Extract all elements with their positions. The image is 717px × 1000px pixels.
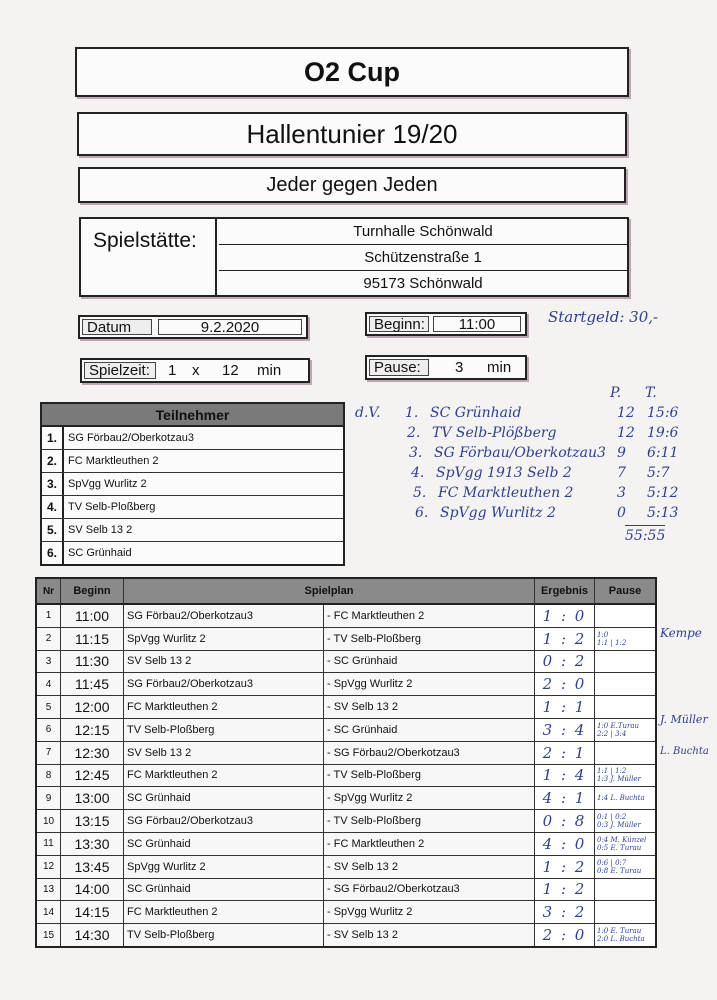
match-result: 4 : 0	[535, 833, 595, 855]
standings-rank: 1.	[405, 405, 419, 421]
pause-label: Pause:	[369, 359, 429, 376]
match-away-team: - SV Selb 13 2	[324, 924, 535, 946]
date-value: 9.2.2020	[158, 319, 302, 335]
standings-col-p: P.	[610, 385, 622, 401]
participant-number: 1.	[42, 427, 64, 449]
playtime-minutes: 12	[222, 362, 239, 379]
participants-table	[40, 402, 345, 566]
match-time: 14:00	[61, 879, 124, 901]
match-number: 3	[37, 651, 61, 673]
startgeld-note: Startgeld: 30,-	[548, 308, 659, 326]
standings-points: 0	[617, 505, 626, 521]
standings-points: 12	[617, 425, 635, 441]
pause-box	[365, 355, 527, 380]
participant-row	[42, 519, 343, 542]
match-home-team: FC Marktleuthen 2	[124, 765, 324, 787]
standings-rank: 6.	[415, 505, 429, 521]
match-home-team: SV Selb 13 2	[124, 742, 324, 764]
match-pause-notes	[595, 651, 655, 673]
match-away-team: - SpVgg Wurlitz 2	[324, 901, 535, 923]
standings-points: 12	[617, 405, 635, 421]
match-home-team: SC Grünhaid	[124, 787, 324, 809]
match-result: 1 : 2	[535, 628, 595, 650]
match-time: 11:45	[61, 673, 124, 695]
start-label: Beginn:	[369, 316, 429, 332]
schedule-row	[37, 628, 655, 651]
schedule-row	[37, 833, 655, 856]
standings-goals: 15:6	[647, 405, 679, 421]
participants-header: Teilnehmer	[42, 404, 343, 427]
participant-number: 4.	[42, 496, 64, 518]
match-pause-notes	[595, 719, 655, 741]
venue-city: 95173 Schönwald	[363, 275, 483, 292]
match-home-team: FC Marktleuthen 2	[124, 901, 324, 923]
participant-row	[42, 427, 343, 450]
match-pause-notes	[595, 810, 655, 832]
match-pause-notes	[595, 901, 655, 923]
match-result: 1 : 2	[535, 879, 595, 901]
match-result: 1 : 1	[535, 696, 595, 718]
match-time: 13:15	[61, 810, 124, 832]
match-home-team: SG Förbau2/Oberkotzau3	[124, 605, 324, 627]
match-pause-notes	[595, 833, 655, 855]
match-result: 0 : 2	[535, 651, 595, 673]
venue-street: Schützenstraße 1	[219, 245, 627, 271]
standings-goals: 19:6	[647, 425, 679, 441]
standings-col-t: T.	[645, 385, 657, 401]
playtime-box	[80, 358, 310, 383]
schedule-row	[37, 696, 655, 719]
match-pause-notes	[595, 924, 655, 946]
schedule-row	[37, 742, 655, 765]
pause-note-line: 1:0	[597, 630, 609, 639]
header-plan: Spielplan	[124, 579, 535, 603]
match-time: 11:30	[61, 651, 124, 673]
match-time: 13:45	[61, 856, 124, 878]
participant-row	[42, 473, 343, 496]
match-result: 1 : 4	[535, 765, 595, 787]
match-result: 1 : 2	[535, 856, 595, 878]
participant-row	[42, 542, 343, 564]
match-home-team: SpVgg Wurlitz 2	[124, 628, 324, 650]
match-number: 8	[37, 765, 61, 787]
side-note-buchta: L. Buchta	[660, 746, 709, 757]
schedule-row	[37, 787, 655, 810]
match-result: 2 : 0	[535, 673, 595, 695]
standings-team: SpVgg Wurlitz 2	[440, 505, 556, 521]
match-pause-notes	[595, 605, 655, 627]
match-time: 11:15	[61, 628, 124, 650]
pause-note-line: 0:5 E. Turau	[597, 843, 642, 852]
pause-note-line: 0:8 E. Turau	[597, 866, 642, 875]
side-note-muller: J. Müller	[660, 713, 708, 726]
match-number: 1	[37, 605, 61, 627]
standings-points: 9	[617, 445, 626, 461]
match-home-team: FC Marktleuthen 2	[124, 696, 324, 718]
match-time: 14:30	[61, 924, 124, 946]
schedule-row	[37, 673, 655, 696]
participant-name: FC Marktleuthen 2	[68, 455, 159, 467]
pause-note-line: 0:6 | 0:7	[597, 858, 627, 867]
match-pause-notes	[595, 628, 655, 650]
handwritten-standings	[355, 385, 700, 545]
standings-goals: 5:12	[647, 485, 679, 501]
match-number: 5	[37, 696, 61, 718]
event-title: O2 Cup	[75, 47, 629, 97]
schedule-row	[37, 924, 655, 946]
pause-unit: min	[487, 359, 512, 376]
standings-team: TV Selb-Plößberg	[432, 425, 557, 441]
schedule-row	[37, 901, 655, 924]
side-note-kempe: Kempe	[660, 626, 702, 640]
participant-name: SV Selb 13 2	[68, 524, 133, 536]
match-result: 0 : 8	[535, 810, 595, 832]
match-number: 4	[37, 673, 61, 695]
schedule-row	[37, 879, 655, 902]
match-pause-notes	[595, 856, 655, 878]
pause-note-line: 0:4 M. Künzel	[597, 835, 647, 844]
match-time: 13:30	[61, 833, 124, 855]
header-pause: Pause	[595, 579, 655, 603]
match-away-team: - TV Selb-Ploßberg	[324, 810, 535, 832]
pause-note-line: 1:3 J. Müller	[597, 775, 641, 784]
standings-team: FC Marktleuthen 2	[438, 485, 574, 501]
header-nr: Nr	[37, 579, 61, 603]
match-number: 12	[37, 856, 61, 878]
participant-row	[42, 450, 343, 473]
participant-number: 2.	[42, 450, 64, 472]
header-time: Beginn	[61, 579, 124, 603]
match-away-team: - TV Selb-Ploßberg	[324, 628, 535, 650]
pause-note-line: 1:1 | 1:2	[597, 767, 627, 776]
venue-box	[79, 217, 629, 297]
match-result: 3 : 2	[535, 901, 595, 923]
participant-number: 5.	[42, 519, 64, 541]
schedule-row	[37, 605, 655, 628]
match-away-team: - SG Förbau2/Oberkotzau3	[324, 742, 535, 764]
standings-rank: 3.	[409, 445, 423, 461]
match-time: 12:45	[61, 765, 124, 787]
playtime-times: x	[192, 362, 200, 379]
pause-note-line: 1:4 L. Buchta	[597, 794, 645, 803]
match-number: 11	[37, 833, 61, 855]
match-home-team: SpVgg Wurlitz 2	[124, 856, 324, 878]
pause-note-line: 2:0 L. Buchta	[597, 935, 645, 944]
schedule-row	[37, 765, 655, 788]
match-time: 13:00	[61, 787, 124, 809]
match-time: 12:30	[61, 742, 124, 764]
match-away-team: - SV Selb 13 2	[324, 856, 535, 878]
match-number: 10	[37, 810, 61, 832]
participant-name: TV Selb-Ploßberg	[68, 501, 156, 513]
header-result: Ergebnis	[535, 579, 595, 603]
event-subtitle: Hallentunier 19/20	[77, 112, 627, 156]
venue-name: Turnhalle Schönwald	[219, 219, 627, 245]
match-result: 4 : 1	[535, 787, 595, 809]
match-pause-notes	[595, 879, 655, 901]
match-away-team: - SV Selb 13 2	[324, 696, 535, 718]
playtime-unit: min	[257, 362, 282, 379]
pause-note-line: 1:0 E.Turau	[597, 721, 640, 730]
pause-note-line: 1:0 E. Turau	[597, 927, 642, 936]
match-away-team: - SC Grünhaid	[324, 651, 535, 673]
standings-goals: 5:13	[647, 505, 679, 521]
schedule-row	[37, 719, 655, 742]
pause-note-line: 2:2 | 3:4	[597, 729, 627, 738]
match-pause-notes	[595, 765, 655, 787]
start-value: 11:00	[433, 316, 521, 332]
match-home-team: TV Selb-Ploßberg	[124, 924, 324, 946]
pause-note-line: 1:1 | 1:2	[597, 638, 627, 647]
match-result: 3 : 4	[535, 719, 595, 741]
match-home-team: SG Förbau2/Oberkotzau3	[124, 673, 324, 695]
match-away-team: - FC Marktleuthen 2	[324, 833, 535, 855]
standings-team: SC Grünhaid	[430, 405, 522, 421]
match-number: 2	[37, 628, 61, 650]
tournament-mode: Jeder gegen Jeden	[78, 167, 626, 203]
match-number: 15	[37, 924, 61, 946]
standings-rank: 5.	[413, 485, 427, 501]
pause-note-line: 0:1 | 0:2	[597, 813, 627, 822]
match-time: 11:00	[61, 605, 124, 627]
match-away-team: - TV Selb-Ploßberg	[324, 765, 535, 787]
schedule-row	[37, 810, 655, 833]
pause-note-line: 0:3 J. Müller	[597, 821, 641, 830]
participant-number: 6.	[42, 542, 64, 564]
standings-team: SpVgg 1913 Selb 2	[436, 465, 572, 481]
schedule-row	[37, 651, 655, 674]
pause-value: 3	[455, 359, 464, 376]
match-away-team: - SpVgg Wurlitz 2	[324, 673, 535, 695]
schedule-table	[35, 577, 657, 948]
playtime-label: Spielzeit:	[84, 362, 156, 379]
match-number: 7	[37, 742, 61, 764]
match-pause-notes	[595, 696, 655, 718]
standings-rank: 4.	[411, 465, 425, 481]
match-home-team: SV Selb 13 2	[124, 651, 324, 673]
venue-label: Spielstätte:	[81, 219, 217, 295]
match-number: 13	[37, 879, 61, 901]
match-pause-notes	[595, 742, 655, 764]
participant-row	[42, 496, 343, 519]
match-home-team: TV Selb-Ploßberg	[124, 719, 324, 741]
standings-prefix: d.V.	[355, 405, 381, 421]
participant-name: SG Förbau2/Oberkotzau3	[68, 432, 194, 444]
match-away-team: - SC Grünhaid	[324, 719, 535, 741]
participant-number: 3.	[42, 473, 64, 495]
match-number: 9	[37, 787, 61, 809]
match-away-team: - SG Förbau2/Oberkotzau3	[324, 879, 535, 901]
match-away-team: - SpVgg Wurlitz 2	[324, 787, 535, 809]
standings-points: 3	[617, 485, 626, 501]
standings-rank: 2.	[407, 425, 421, 441]
match-time: 14:15	[61, 901, 124, 923]
participant-name: SpVgg Wurlitz 2	[68, 478, 147, 490]
playtime-count: 1	[168, 362, 177, 379]
start-box	[365, 312, 527, 336]
schedule-header	[37, 579, 655, 605]
standings-points: 7	[617, 465, 626, 481]
match-result: 1 : 0	[535, 605, 595, 627]
standings-team: SG Förbau/Oberkotzau3	[434, 445, 606, 461]
standings-total: 55:55	[625, 525, 665, 548]
date-box	[78, 315, 308, 339]
match-away-team: - FC Marktleuthen 2	[324, 605, 535, 627]
standings-goals: 5:7	[647, 465, 670, 481]
match-number: 14	[37, 901, 61, 923]
match-pause-notes	[595, 673, 655, 695]
schedule-row	[37, 856, 655, 879]
match-time: 12:00	[61, 696, 124, 718]
participant-name: SC Grünhaid	[68, 547, 132, 559]
standings-goals: 6:11	[647, 445, 679, 461]
match-home-team: SC Grünhaid	[124, 879, 324, 901]
match-time: 12:15	[61, 719, 124, 741]
match-result: 2 : 0	[535, 924, 595, 946]
match-pause-notes	[595, 787, 655, 809]
match-home-team: SG Förbau2/Oberkotzau3	[124, 810, 324, 832]
match-home-team: SC Grünhaid	[124, 833, 324, 855]
date-label: Datum	[82, 319, 152, 335]
match-number: 6	[37, 719, 61, 741]
match-result: 2 : 1	[535, 742, 595, 764]
